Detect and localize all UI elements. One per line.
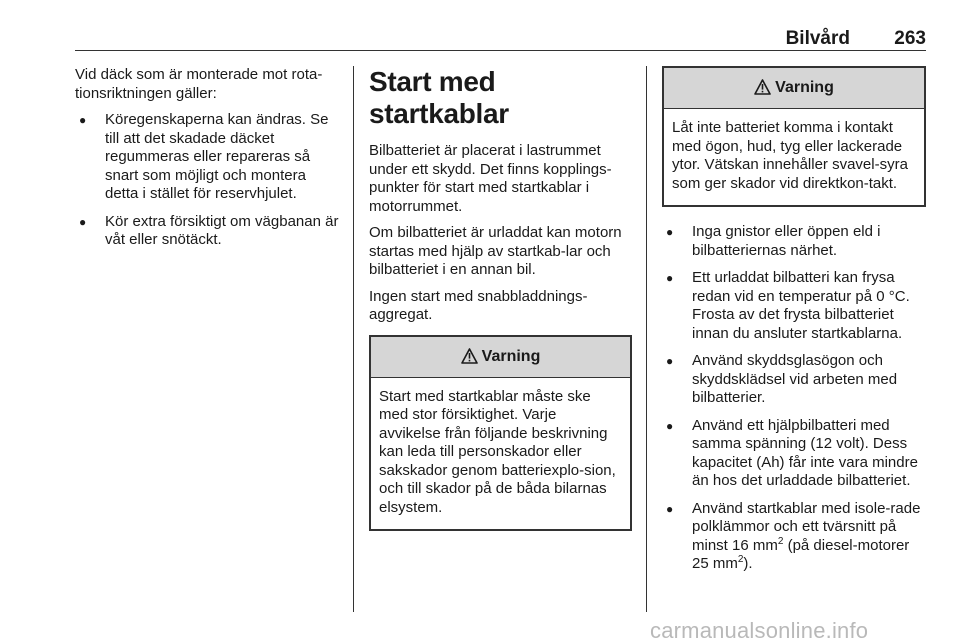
paragraph: Bilbatteriet är placerat i lastrummet under ett skydd. Det finns kopplings-punkter för start med startkablar i motorrummet. <box>369 142 612 215</box>
warning-icon <box>461 348 478 364</box>
superscript: 2 <box>777 535 784 547</box>
column-2 <box>369 66 632 531</box>
paragraph: Om bilbatteriet är urladdat kan motorn startas med hjälp av startkab-lar och bilbatteriet i en annan bil. <box>369 224 622 278</box>
warning-box <box>662 66 926 207</box>
list-item: ● Ett urladdat bilbatteri kan frysa redan vid en temperatur på 0 °C. Frosta av det frysta bilbatteriet innan du ansluter startkablarna. <box>662 269 926 343</box>
column-3 <box>662 56 926 583</box>
intro-text: Vid däck som är monterade mot rota-tionsriktningen gäller: <box>75 66 323 102</box>
page-number: 263 <box>894 28 926 49</box>
warning-heading: Varning <box>481 347 541 365</box>
paragraph: Ingen start med snabbladdnings-aggregat. <box>369 287 588 323</box>
list-item: ● Använd ett hjälpbilbatteri med samma spänning (12 volt). Dess kapacitet (Ah) får inte vara mindre än hos det urladdade bilbatteriet. <box>662 417 926 491</box>
warning-header <box>371 337 630 378</box>
warning-text: Låt inte batteriet komma i kontakt med ögon, hud, tyg eller lackerade ytor. Vätskan innehåller svavel-syra som ger skador vid direktkon-takt. <box>672 119 908 192</box>
superscript: 2 <box>737 554 744 565</box>
warning-box <box>369 335 632 532</box>
list-item: ● Inga gnistor eller öppen eld i bilbatteriernas närhet. <box>662 223 926 260</box>
section-title: Start med startkablar <box>369 66 509 129</box>
header-rule <box>75 50 926 51</box>
bullet-list-1 <box>75 111 340 250</box>
column-divider-1 <box>353 66 354 612</box>
warning-header <box>664 68 924 109</box>
list-item: ● Köregenskaperna kan ändras. Se till att det skadade däcket regummeras eller repareras så snart som möjligt och montera detta i stället för reservhjulet. <box>75 111 340 204</box>
list-item-text: ). <box>743 555 753 572</box>
list-item <box>662 500 926 574</box>
list-item: ● Kör extra försiktigt om vägbanan är våt eller snötäckt. <box>75 213 340 250</box>
bullet-list-3 <box>662 223 926 574</box>
list-item-text: (på diesel-motorer 25 mm <box>692 536 910 572</box>
warning-heading: Varning <box>775 79 834 96</box>
list-item: ● Använd skyddsglasögon och skyddsklädsel vid arbeten med bilbatterier. <box>662 352 926 408</box>
page-header-title: Bilvård <box>785 28 850 49</box>
warning-text: Start med startkablar måste ske med stor försiktighet. Varje avvikelse från följande beskrivning kan leda till personskador eller sakskador genom batteriexplo-sion, och till skador på de båda bilarnas elsystem. <box>379 387 616 516</box>
column-divider-2 <box>646 66 647 612</box>
column-1 <box>75 66 340 259</box>
watermark: carmanualsonline.info <box>650 618 869 643</box>
list-item-text: Använd startkablar med isole-rade polklämmor och ett tvärsnitt på minst 16 mm <box>692 499 921 554</box>
warning-icon <box>754 79 771 95</box>
